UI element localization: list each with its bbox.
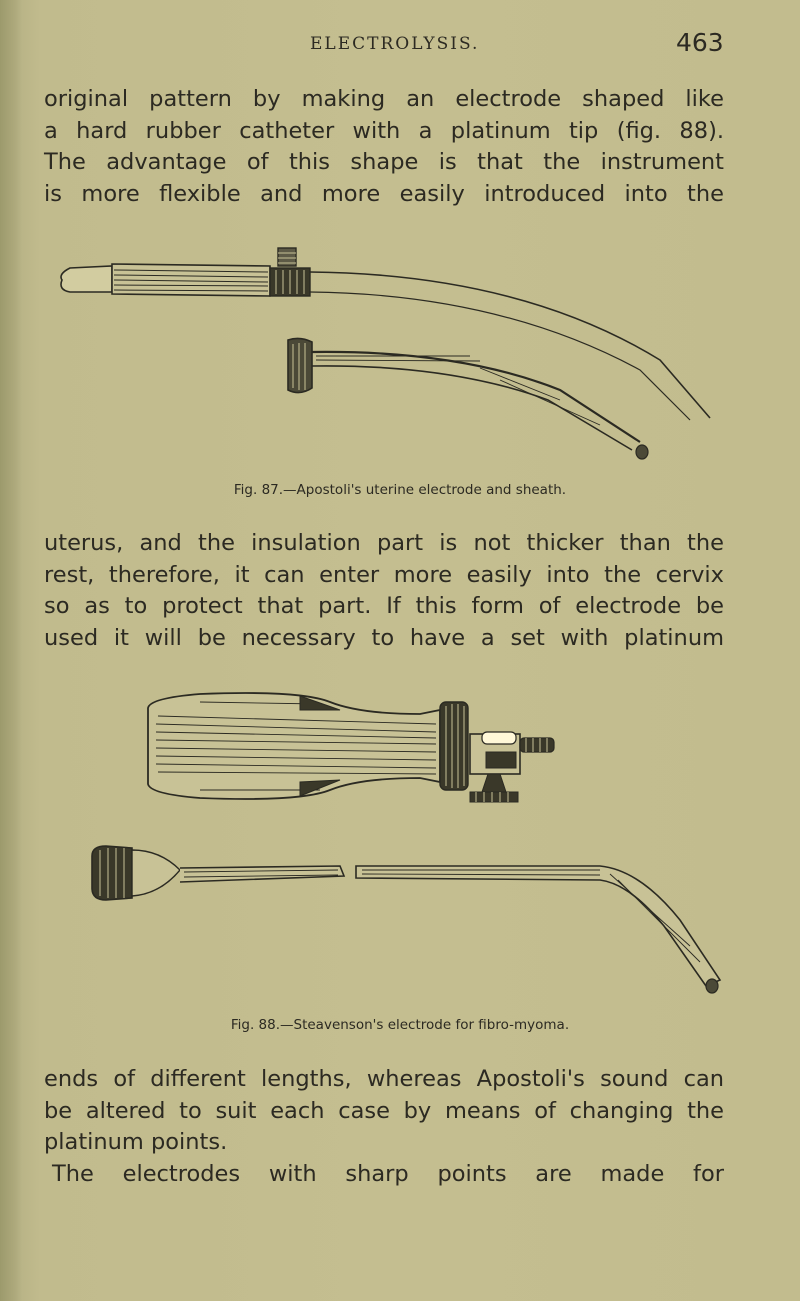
text-line: so as to protect that part. If this form of electrode be bbox=[44, 593, 724, 619]
sheath-curved-shaft bbox=[310, 272, 710, 418]
running-head: ELECTROLYSIS. bbox=[310, 34, 480, 54]
electrode-platinum-end bbox=[706, 979, 718, 993]
paragraph-2 bbox=[44, 528, 724, 654]
sheath-cap bbox=[61, 266, 112, 292]
text-line: uterus, and the insulation part is not thicker than the bbox=[44, 530, 724, 556]
page-number: 463 bbox=[676, 28, 724, 57]
text-line: The advantage of this shape is that the instrument bbox=[44, 149, 724, 175]
text-line: used it will be necessary to have a set with platinum bbox=[44, 624, 724, 651]
text-line: rest, therefore, it can enter more easily into the cervix bbox=[44, 561, 724, 588]
figure-87-caption: Fig. 87.—Apostoli's uterine electrode and sheath. bbox=[233, 482, 567, 498]
paragraph-1 bbox=[44, 84, 724, 210]
electrode-rod-left bbox=[180, 866, 344, 882]
electrode-rod-right bbox=[356, 866, 720, 986]
text-line: ends of different lengths, whereas Apostoli's sound can bbox=[44, 1066, 724, 1092]
text-line: be altered to suit each case by means of changing the bbox=[44, 1097, 724, 1124]
text-line: a hard rubber catheter with a platinum tip (fig. 88). bbox=[44, 117, 724, 144]
electrode-shaft bbox=[312, 352, 640, 442]
electrode-neck bbox=[132, 850, 180, 896]
text-line: The electrodes with sharp points are made for bbox=[52, 1160, 724, 1187]
electrode-platinum-tip bbox=[636, 445, 648, 459]
page-header bbox=[0, 28, 800, 68]
text-line: is more flexible and more easily introduced into the bbox=[44, 180, 724, 207]
electrode-handle-body bbox=[148, 693, 440, 799]
text-line: original pattern by making an electrode shaped like bbox=[44, 86, 724, 112]
terminal-screw bbox=[520, 738, 554, 752]
paragraph-3 bbox=[44, 1064, 724, 1190]
figure-88-illustration bbox=[0, 680, 800, 1010]
text-line: platinum points. bbox=[44, 1129, 228, 1155]
figure-87-illustration bbox=[0, 240, 800, 475]
electrode-handle bbox=[288, 338, 312, 392]
figure-88-caption: Fig. 88.—Steavenson's electrode for fibro-myoma. bbox=[230, 1017, 570, 1033]
electrode-grip bbox=[92, 846, 132, 900]
book-gutter-shadow bbox=[0, 0, 22, 1301]
